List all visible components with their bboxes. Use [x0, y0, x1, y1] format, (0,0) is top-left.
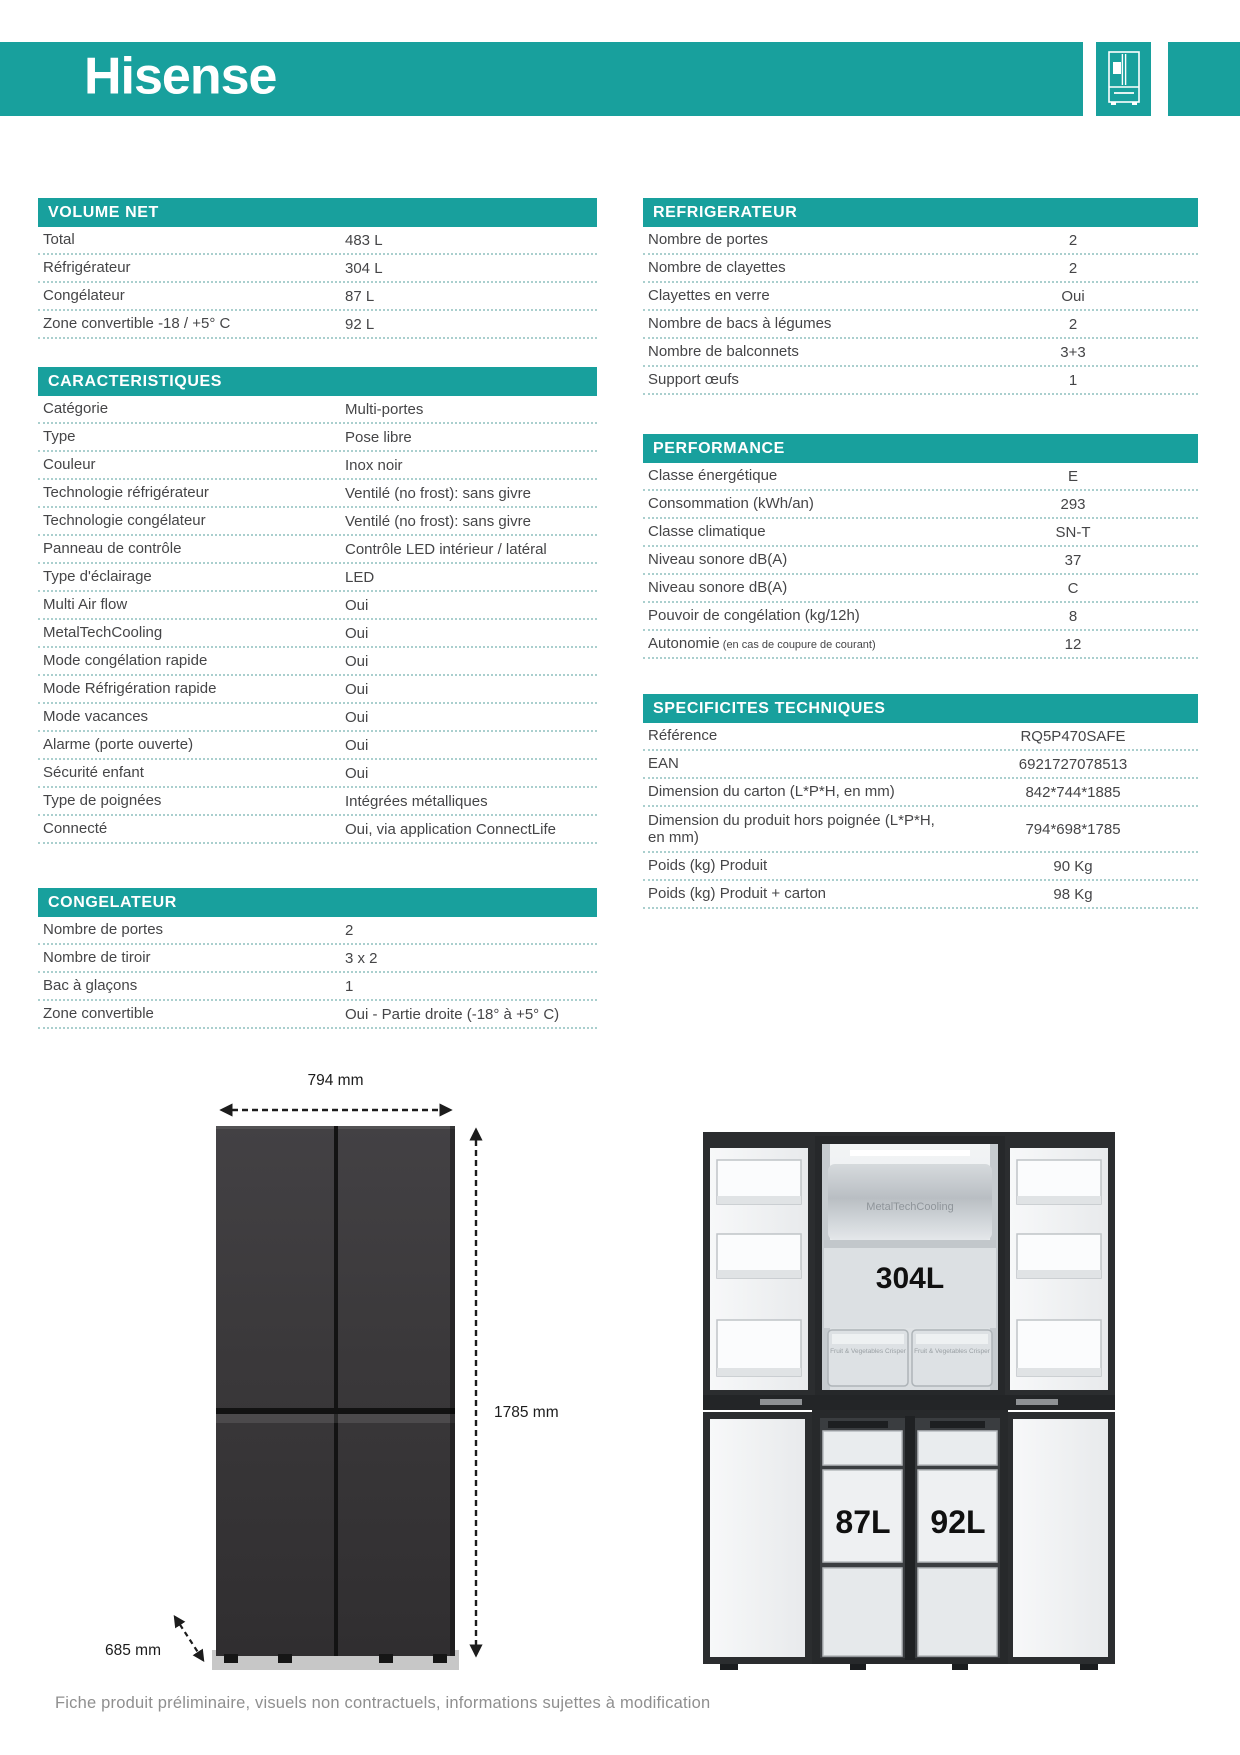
spec-value: 3+3 — [1060, 343, 1086, 361]
spec-value: Ventilé (no frost): sans givre — [345, 512, 531, 530]
spec-row — [643, 631, 1198, 659]
spec-value: 90 Kg — [1053, 857, 1093, 875]
spec-value: Intégrées métalliques — [345, 792, 488, 810]
spec-label: Nombre de portes — [648, 231, 769, 249]
specificites-techniques-table — [643, 694, 1198, 909]
spec-label: Support œufs — [648, 371, 739, 389]
spec-value: Oui — [345, 596, 369, 614]
spec-label: Niveau sonore dB(A) — [648, 551, 788, 569]
spec-row — [38, 283, 597, 311]
spec-row — [38, 648, 597, 676]
spec-label: Alarme (porte ouverte) — [43, 736, 194, 754]
spec-row — [38, 620, 597, 648]
spec-label: Classe climatique — [648, 523, 766, 541]
fridge-right-door-open — [1003, 1140, 1115, 1396]
volume-net-table — [38, 198, 597, 339]
spec-value: Oui - Partie droite (-18° à +5° C) — [345, 1005, 560, 1023]
spec-row — [38, 227, 597, 255]
spec-value: 842*744*1885 — [1025, 783, 1121, 801]
spec-label: Multi Air flow — [43, 596, 128, 614]
spec-value: Oui — [1061, 287, 1085, 305]
spec-label: Mode Réfrigération rapide — [43, 680, 217, 698]
spec-label: Catégorie — [43, 400, 109, 418]
spec-label: Poids (kg) Produit — [648, 857, 768, 875]
spec-label: Technologie congélateur — [43, 512, 206, 530]
middle-separator-band — [703, 1395, 1115, 1410]
spec-row — [643, 603, 1198, 631]
crisper-label: Fruit & Vegetables Crisper — [914, 1348, 990, 1355]
left-column — [38, 0, 597, 1060]
spec-label: Congélateur — [43, 287, 125, 305]
spec-value: Oui — [345, 652, 369, 670]
spec-value: Oui — [345, 680, 369, 698]
spec-label: Référence — [648, 727, 718, 745]
spec-label: Zone convertible -18 / +5° C — [43, 315, 231, 333]
spec-label: Nombre de balconnets — [648, 343, 799, 361]
table-title: PERFORMANCE — [643, 434, 1198, 463]
spec-value: 293 — [1060, 495, 1086, 513]
spec-value: 483 L — [345, 231, 383, 249]
spec-value: 87 L — [345, 287, 375, 305]
spec-label: Consommation (kWh/an) — [648, 495, 814, 513]
spec-row — [38, 917, 597, 945]
spec-row — [643, 807, 1198, 853]
spec-row — [643, 547, 1198, 575]
metaltech-panel-label: MetalTechCooling — [866, 1201, 954, 1213]
spec-value: 794*698*1785 — [1025, 820, 1121, 838]
hisense-logo: Hisense — [84, 47, 277, 106]
congelateur-table — [38, 888, 597, 1029]
spec-value: 2 — [1068, 259, 1078, 277]
dimension-arrows — [90, 1060, 560, 1680]
spec-row — [38, 508, 597, 536]
table-title: SPECIFICITES TECHNIQUES — [643, 694, 1198, 723]
spec-row — [38, 424, 597, 452]
crisper-label: Fruit & Vegetables Crisper — [830, 1348, 906, 1355]
spec-label: Pouvoir de congélation (kg/12h) — [648, 607, 860, 625]
spec-row — [643, 255, 1198, 283]
spec-row — [643, 339, 1198, 367]
spec-row — [38, 676, 597, 704]
spec-row — [643, 723, 1198, 751]
spec-value: 1 — [1068, 371, 1078, 389]
table-title: CONGELATEUR — [38, 888, 597, 917]
spec-value: 1 — [345, 977, 354, 995]
spec-label: Mode vacances — [43, 708, 149, 726]
spec-label: Dimension du produit hors poignée (L*P*H, en mm) — [648, 811, 935, 846]
refrigerateur-table — [643, 198, 1198, 395]
spec-value: E — [1067, 467, 1078, 485]
freezer-right-bay — [915, 1418, 1000, 1658]
spec-label: EAN — [648, 755, 679, 773]
spec-row — [643, 853, 1198, 881]
freezer-left-bay — [820, 1418, 905, 1658]
spec-value: Oui — [345, 708, 369, 726]
freezer-compartment-interior — [812, 1410, 1008, 1664]
spec-row — [643, 311, 1198, 339]
spec-value: 12 — [1064, 635, 1082, 653]
freezer-right-door-open — [1006, 1412, 1115, 1664]
performance-table — [643, 434, 1198, 659]
table-title: REFRIGERATEUR — [643, 198, 1198, 227]
spec-label: Zone convertible — [43, 1005, 154, 1023]
spec-row — [38, 816, 597, 844]
spec-row — [38, 311, 597, 339]
crisper-drawer-right — [912, 1330, 992, 1386]
spec-label: Dimension du carton (L*P*H, en mm) — [648, 783, 895, 801]
spec-value: 37 — [1064, 551, 1082, 569]
spec-value: Oui — [345, 764, 369, 782]
spec-row — [643, 227, 1198, 255]
spec-row — [38, 973, 597, 1001]
spec-label: Type — [43, 428, 76, 446]
spec-value: 2 — [345, 921, 354, 939]
fridge-left-door-open — [703, 1140, 815, 1396]
table-title: VOLUME NET — [38, 198, 597, 227]
spec-label: MetalTechCooling — [43, 624, 163, 642]
spec-value: 3 x 2 — [345, 949, 378, 967]
fridge-compartment-interior — [815, 1136, 1005, 1396]
spec-value: Ventilé (no frost): sans givre — [345, 484, 531, 502]
spec-label: Couleur — [43, 456, 96, 474]
spec-row — [643, 367, 1198, 395]
spec-row — [38, 536, 597, 564]
spec-row — [38, 592, 597, 620]
spec-value: 6921727078513 — [1018, 755, 1128, 773]
width-dimension-label: 794 mm — [307, 1072, 364, 1089]
footer-disclaimer: Fiche produit préliminaire, visuels non contractuels, informations sujettes à modification — [55, 1694, 711, 1712]
spec-row — [643, 751, 1198, 779]
spec-label: Connecté — [43, 820, 108, 838]
spec-value: 98 Kg — [1053, 885, 1093, 903]
spec-row — [38, 945, 597, 973]
spec-value: C — [1067, 579, 1079, 597]
fridge-interior-view — [700, 1128, 1118, 1670]
caracteristiques-table — [38, 367, 597, 844]
spec-row — [643, 283, 1198, 311]
spec-label: Type d'éclairage — [43, 568, 152, 586]
spec-value: 2 — [1068, 231, 1078, 249]
spec-row — [643, 491, 1198, 519]
spec-label: Poids (kg) Produit + carton — [648, 885, 827, 903]
spec-label: Technologie réfrigérateur — [43, 484, 209, 502]
table-title: CARACTERISTIQUES — [38, 367, 597, 396]
freezer-right-volume-label: 92L — [930, 1504, 986, 1540]
spec-value: Oui — [345, 624, 369, 642]
spec-row — [643, 463, 1198, 491]
spec-value: Oui, via application ConnectLife — [345, 820, 556, 838]
spec-label: Réfrigérateur — [43, 259, 131, 277]
spec-value: 304 L — [345, 259, 383, 277]
spec-row — [643, 519, 1198, 547]
spec-value: RQ5P470SAFE — [1020, 727, 1126, 745]
spec-value: Inox noir — [345, 456, 403, 474]
crisper-drawer-left — [828, 1330, 908, 1386]
spec-label: Clayettes en verre — [648, 287, 770, 305]
spec-row — [38, 704, 597, 732]
freezer-left-volume-label: 87L — [835, 1504, 891, 1540]
spec-label: Classe énergétique — [648, 467, 778, 485]
height-dimension-label: 1785 mm — [494, 1404, 559, 1421]
spec-value: 8 — [1068, 607, 1078, 625]
appliance-feet — [720, 1664, 1098, 1670]
spec-label: Nombre de portes — [43, 921, 164, 939]
fridge-volume-label: 304L — [875, 1262, 945, 1295]
spec-row — [643, 779, 1198, 807]
spec-row — [38, 788, 597, 816]
spec-value: LED — [345, 568, 375, 586]
spec-label: Panneau de contrôle — [43, 540, 182, 558]
spec-value: Pose libre — [345, 428, 412, 446]
spec-row — [643, 881, 1198, 909]
freezer-left-door-open — [703, 1412, 812, 1664]
spec-label: Nombre de clayettes — [648, 259, 786, 277]
spec-value: Multi-portes — [345, 400, 424, 418]
spec-value: Contrôle LED intérieur / latéral — [345, 540, 547, 558]
spec-label: Nombre de bacs à légumes — [648, 315, 832, 333]
spec-row — [38, 396, 597, 424]
depth-arrow — [175, 1617, 203, 1660]
spec-value: 92 L — [345, 315, 375, 333]
spec-label: Nombre de tiroir — [43, 949, 151, 967]
spec-value: 2 — [1068, 315, 1078, 333]
spec-value: Oui — [345, 736, 369, 754]
spec-label: Type de poignées — [43, 792, 162, 810]
spec-label: Autonomie (en cas de coupure de courant) — [648, 635, 876, 653]
spec-label: Sécurité enfant — [43, 764, 144, 782]
spec-value: SN-T — [1055, 523, 1091, 541]
spec-label-small: (en cas de coupure de courant) — [719, 639, 876, 652]
depth-dimension-label: 685 mm — [105, 1642, 161, 1659]
spec-label: Mode congélation rapide — [43, 652, 208, 670]
spec-row — [38, 564, 597, 592]
spec-row — [38, 732, 597, 760]
spec-label: Niveau sonore dB(A) — [648, 579, 788, 597]
spec-row — [38, 452, 597, 480]
spec-row — [38, 255, 597, 283]
spec-label: Bac à glaçons — [43, 977, 138, 995]
spec-row — [38, 480, 597, 508]
spec-row — [643, 575, 1198, 603]
spec-row — [38, 1001, 597, 1029]
right-column — [643, 0, 1198, 1060]
spec-label: Total — [43, 231, 75, 249]
spec-row — [38, 760, 597, 788]
